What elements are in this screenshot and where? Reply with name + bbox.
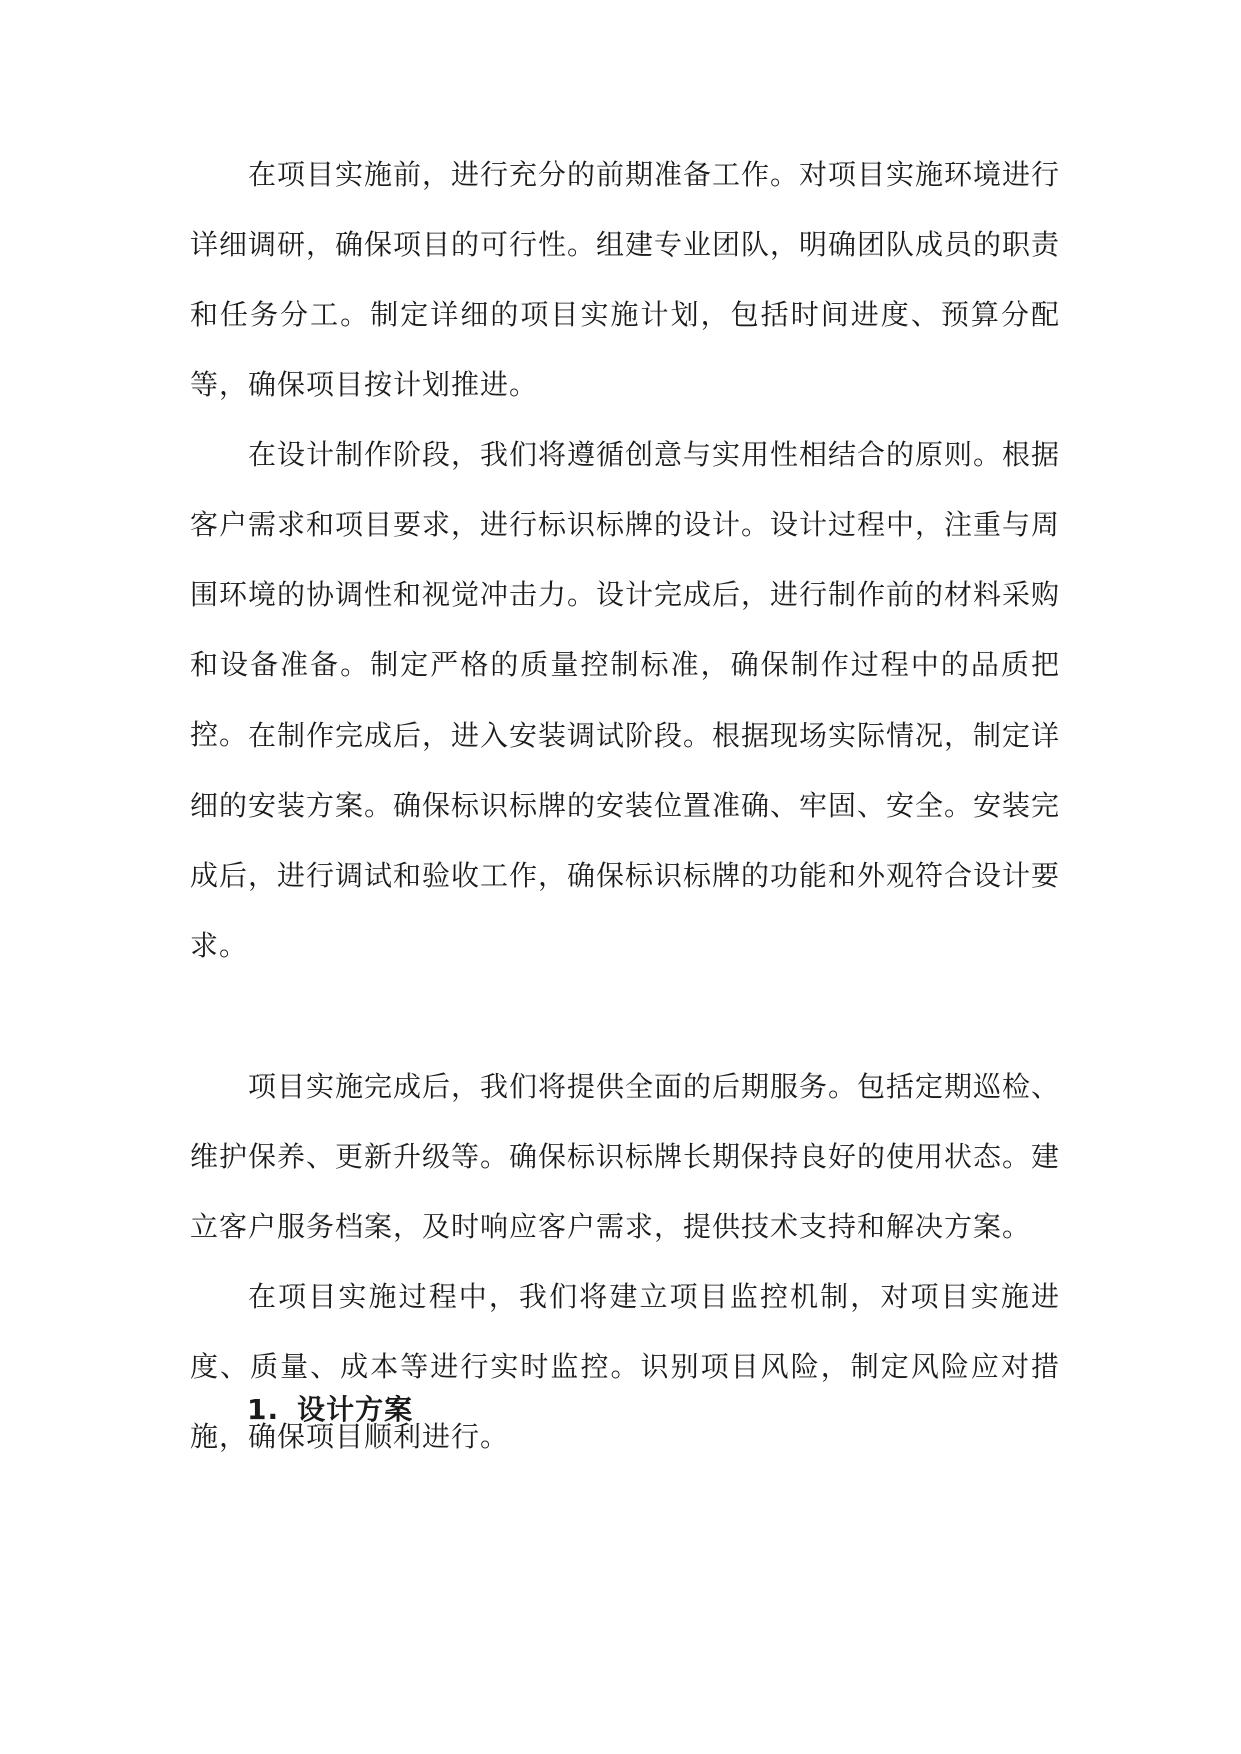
- paragraph-preparation: 在项目实施前，进行充分的前期准备工作。对项目实施环境进行详细调研，确保项目的可行性。组建专业团队，明确团队成员的职责和任务分工。制定详细的项目实施计划，包括时间进度、预算分配等，确保项目按计划推进。: [190, 158, 1061, 401]
- section-heading: [247, 1390, 413, 1430]
- paragraph-design-production: 在设计制作阶段，我们将遵循创意与实用性相结合的原则。根据客户需求和项目要求，进行标识标牌的设计。设计过程中，注重与周围环境的协调性和视觉冲击力。设计完成后，进行制作前的材料采购和设备准备。制定严格的质量控制标准，确保制作过程中的品质把控。: [190, 438, 1061, 751]
- paragraph-installation: 在制作完成后，进入安装调试阶段。根据现场实际情况，制定详细的安装方案。确保标识标牌的安装位置准确、牢固、安全。安装完成后，进行调试和验收工作，确保标识标牌的功能和外观符合设计要求。: [190, 719, 1061, 962]
- section-title: 设计方案: [297, 1393, 414, 1426]
- paragraph-monitoring: 在项目实施过程中，我们将建立项目监控机制，对项目实施进度、质量、成本等进行实时监控。识别项目风险，制定风险应对措施，确保项目顺利进行。: [190, 1280, 1060, 1453]
- paragraph-after-service: 项目实施完成后，我们将提供全面的后期服务。包括定期巡检、维护保养、更新升级等。确保标识标牌长期保持良好的使用状态。建立客户服务档案，及时响应客户需求，提供技术支持和解决方案。: [190, 1070, 1061, 1243]
- section-number: 1.: [247, 1393, 280, 1426]
